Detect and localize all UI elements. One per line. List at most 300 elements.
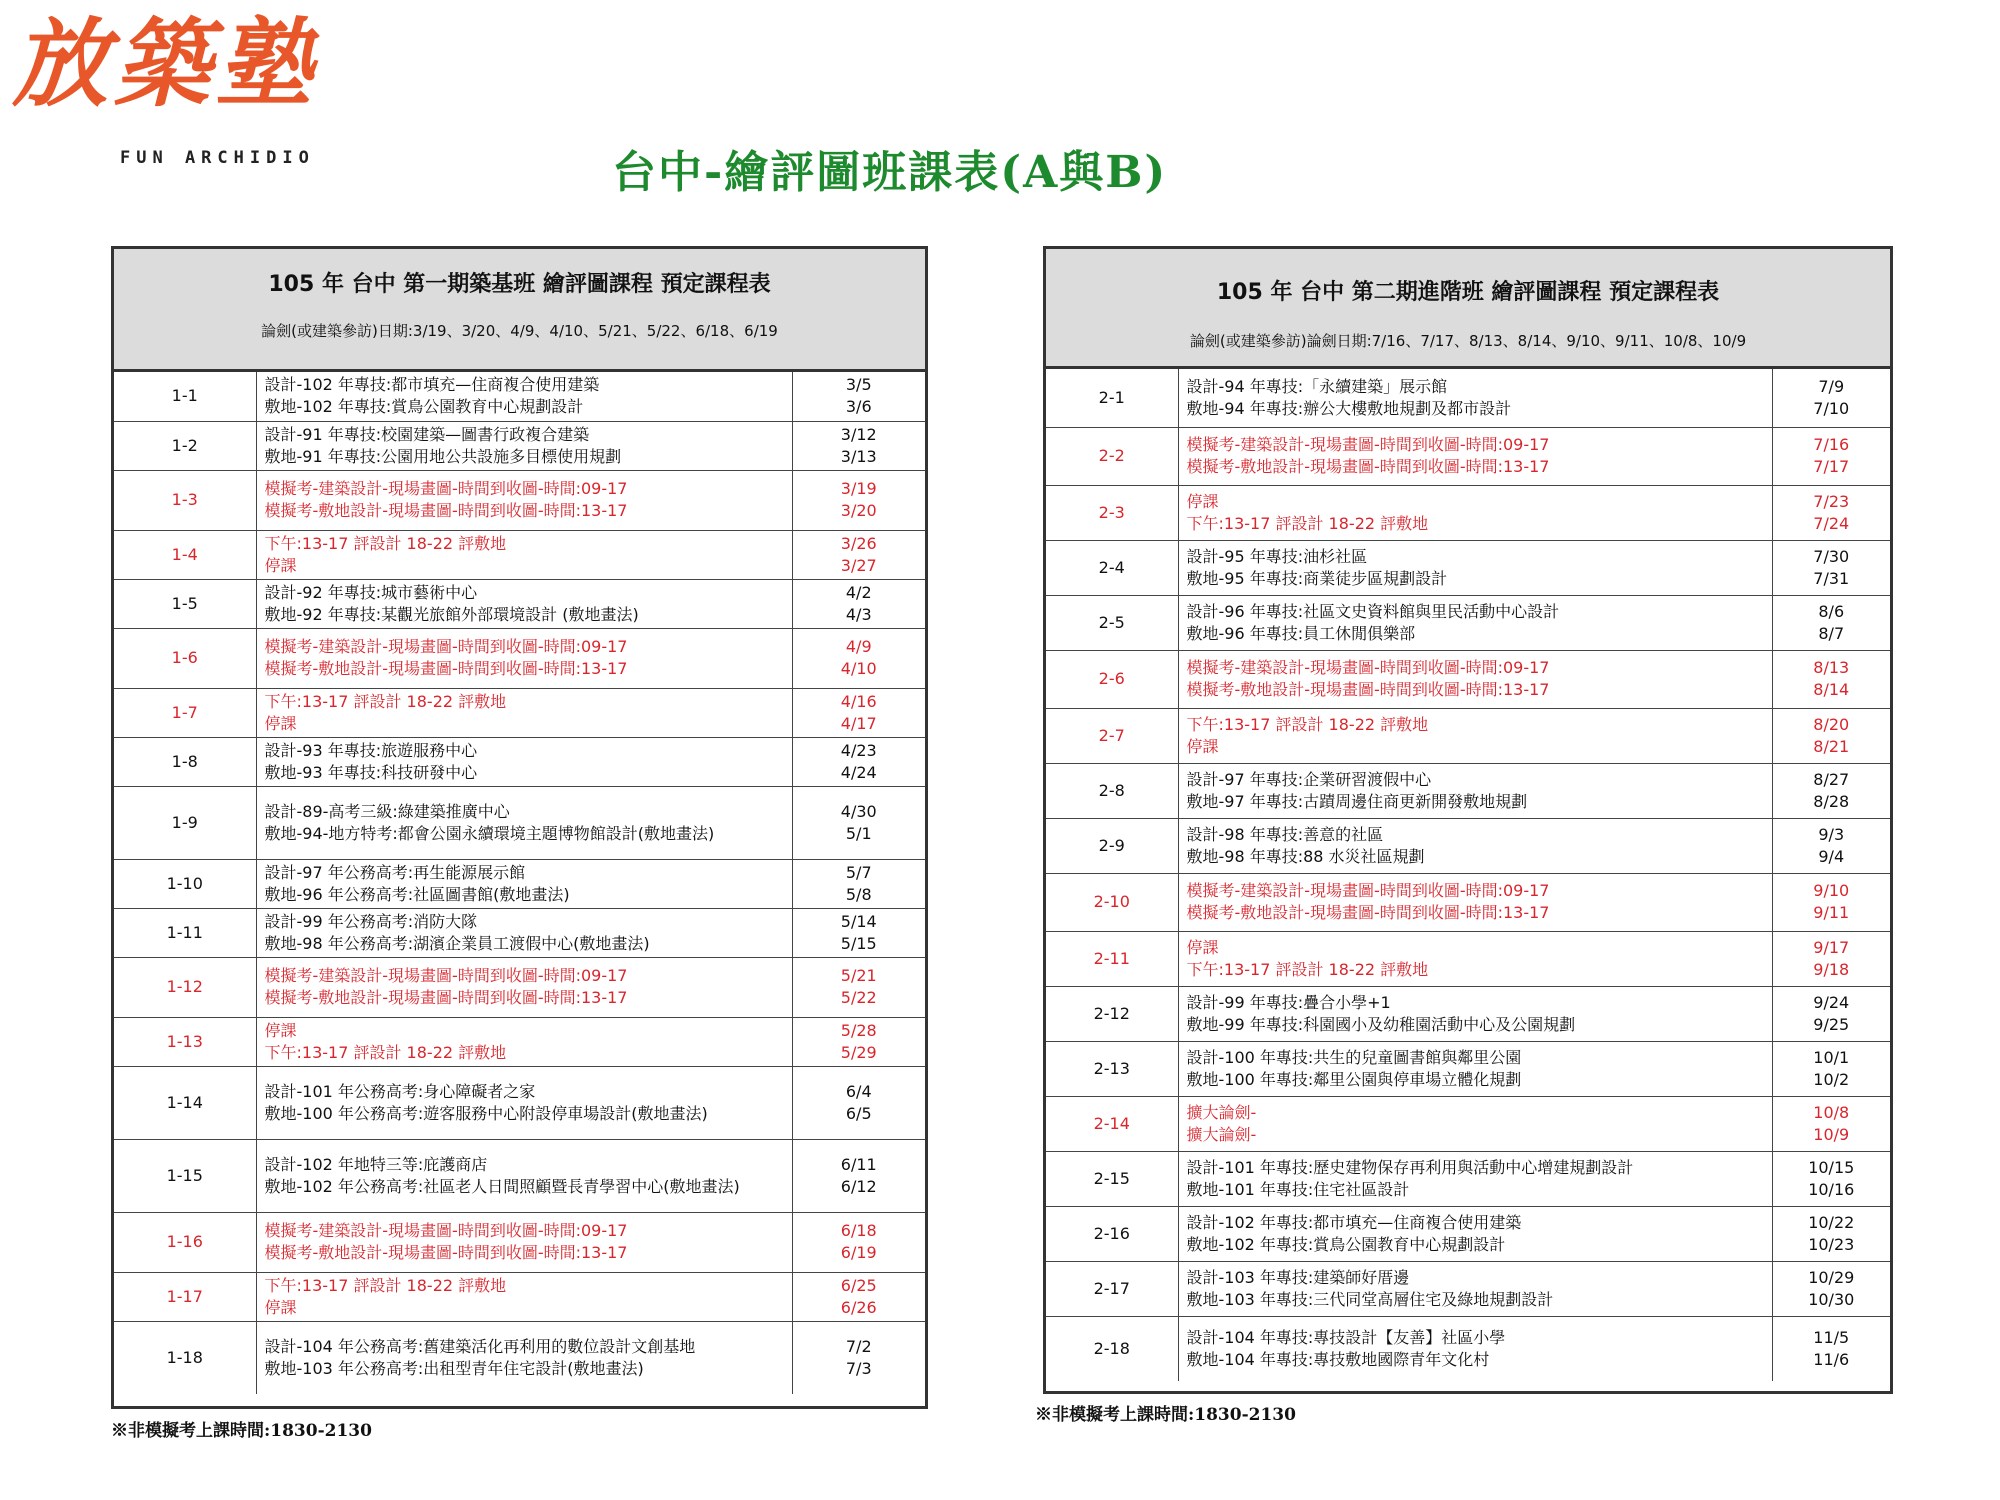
session-dates [1772,540,1890,595]
session-id: 2-17 [1046,1261,1178,1316]
session-id: 2-15 [1046,1151,1178,1206]
session-dates [1772,763,1890,818]
table-row [114,737,925,786]
session-content [1178,427,1772,485]
session-date: 3/5 [845,375,872,395]
session-id: 1-5 [114,579,256,628]
session-line: 敷地-102 年公務高考:社區老人日間照顧暨長青學習中心(敷地畫法) [264,1176,740,1196]
session-content [256,1212,792,1272]
session-line: 設計-89-高考三級:綠建築推廣中心 [264,801,510,821]
session-line: 下午:13-17 評設計 18-22 評敷地 [1186,714,1429,734]
table-row [1046,1151,1890,1206]
table-row [1046,427,1890,485]
session-id: 1-15 [114,1139,256,1212]
session-date: 8/28 [1813,791,1850,811]
session-line: 設計-104 年專技:專技設計【友善】社區小學 [1186,1327,1506,1347]
session-date: 8/21 [1813,736,1850,756]
session-dates [1772,1151,1890,1206]
session-content [1178,369,1772,427]
session-dates [792,957,925,1017]
session-id: 1-4 [114,530,256,579]
session-date: 10/8 [1813,1102,1850,1122]
session-date: 5/15 [840,933,877,953]
session-id: 2-3 [1046,485,1178,540]
session-id: 2-5 [1046,595,1178,650]
table-row [1046,763,1890,818]
table-row [1046,1096,1890,1151]
session-date: 5/29 [840,1042,877,1062]
session-dates [792,688,925,737]
session-date: 6/26 [840,1297,877,1317]
session-date: 8/13 [1813,658,1850,677]
session-line: 設計-92 年專技:城市藝術中心 [264,582,478,602]
session-dates [1772,818,1890,873]
session-content [1178,873,1772,931]
session-id: 1-7 [114,688,256,737]
session-id: 1-6 [114,628,256,688]
table-row [114,1139,925,1212]
session-date: 9/24 [1813,992,1850,1012]
session-date: 7/31 [1813,568,1850,588]
session-content [1178,1316,1772,1381]
table-row [114,372,925,421]
session-date: 4/3 [845,604,872,624]
session-dates [792,1272,925,1321]
table-row [1046,1316,1890,1381]
session-date: 9/18 [1813,959,1850,979]
table-row [1046,986,1890,1041]
table-row [1046,708,1890,763]
session-line: 設計-100 年專技:共生的兒童圖書館與鄰里公園 [1186,1047,1522,1067]
session-date: 3/19 [840,479,877,498]
session-content [1178,1041,1772,1096]
table-row [114,1066,925,1139]
session-line: 模擬考-建築設計-現場畫圖-時間到收圖-時間:09-17 [1186,658,1550,677]
table-b-note: ※非模擬考上課時間:1830-2130 [1035,1405,1296,1425]
table-row [1046,540,1890,595]
session-dates [1772,708,1890,763]
session-dates [792,470,925,530]
session-line: 模擬考-敷地設計-現場畫圖-時間到收圖-時間:13-17 [264,1243,628,1262]
logo-english: FUN ARCHIDIO [120,148,315,168]
session-date: 8/27 [1813,769,1850,789]
session-line: 擴大論劍- [1186,1102,1257,1122]
table-row [114,579,925,628]
table-row [114,421,925,470]
table-row [114,688,925,737]
session-line: 下午:13-17 評設計 18-22 評敷地 [264,1042,507,1062]
session-dates [792,1139,925,1212]
session-dates [792,1017,925,1066]
session-line: 敷地-100 年公務高考:遊客服務中心附設停車場設計(敷地畫法) [264,1103,708,1123]
session-line: 設計-96 年專技:社區文史資料館與里民活動中心設計 [1186,601,1560,621]
session-date: 11/6 [1813,1349,1850,1369]
session-dates [792,737,925,786]
session-id: 2-8 [1046,763,1178,818]
table-row [1046,818,1890,873]
session-date: 9/17 [1813,937,1850,957]
table-b-subtitle: 論劍(或建築參訪)論劍日期:7/16、7/17、8/13、8/14、9/10、9/11、10/8、10/9 [1189,332,1747,350]
session-id: 2-4 [1046,540,1178,595]
session-date: 5/21 [840,966,877,985]
table-row [114,1017,925,1066]
session-content [256,628,792,688]
session-line: 敷地-96 年公務高考:社區圖書館(敷地畫法) [264,884,570,904]
session-line: 擴大論劍- [1186,1124,1257,1144]
session-date: 6/19 [840,1243,877,1262]
session-date: 10/30 [1808,1289,1855,1309]
table-row [114,530,925,579]
table-a-header [114,249,925,372]
session-id: 2-11 [1046,931,1178,986]
session-date: 4/9 [845,637,872,656]
session-content [1178,763,1772,818]
session-line: 設計-102 年專技:都市填充—住商複合使用建築 [264,375,600,395]
session-dates [1772,1041,1890,1096]
session-line: 設計-99 年公務高考:消防大隊 [264,911,478,931]
session-id: 2-9 [1046,818,1178,873]
table-row [114,957,925,1017]
session-date: 3/12 [840,424,877,444]
session-line: 設計-95 年專技:油杉社區 [1186,546,1368,566]
session-id: 2-10 [1046,873,1178,931]
table-row [114,908,925,957]
session-content [1178,540,1772,595]
session-line: 設計-101 年公務高考:身心障礙者之家 [264,1081,536,1101]
table-a-subtitle: 論劍(或建築參訪)日期:3/19、3/20、4/9、4/10、5/21、5/22、6/18、6/19 [261,322,778,340]
session-date: 9/10 [1813,881,1850,900]
session-date: 10/23 [1808,1234,1855,1254]
session-line: 設計-93 年專技:旅遊服務中心 [264,740,478,760]
session-line: 敷地-93 年專技:科技研發中心 [264,762,478,782]
session-content [256,737,792,786]
session-line: 設計-97 年公務高考:再生能源展示館 [264,862,526,882]
session-id: 1-9 [114,786,256,859]
session-date: 4/24 [840,762,877,782]
session-content [256,908,792,957]
session-content [256,372,792,421]
session-line: 敷地-99 年專技:科園國小及幼稚園活動中心及公園規劃 [1186,1014,1576,1034]
session-date: 4/30 [840,801,877,821]
table-row [1046,873,1890,931]
session-id: 1-12 [114,957,256,1017]
table-b-header [1046,249,1890,369]
table-row [1046,595,1890,650]
session-content [1178,1096,1772,1151]
session-id: 2-18 [1046,1316,1178,1381]
session-id: 1-8 [114,737,256,786]
session-line: 模擬考-建築設計-現場畫圖-時間到收圖-時間:09-17 [264,1221,628,1240]
session-content [256,1321,792,1394]
session-date: 10/16 [1808,1179,1855,1199]
session-line: 設計-94 年專技:「永續建築」展示館 [1186,376,1448,396]
session-content [256,786,792,859]
session-dates [792,579,925,628]
session-line: 下午:13-17 評設計 18-22 評敷地 [264,533,507,553]
table-row [1046,1206,1890,1261]
table-a-body [114,372,925,1394]
session-content [1178,595,1772,650]
session-content [1178,650,1772,708]
session-line: 下午:13-17 評設計 18-22 評敷地 [264,691,507,711]
session-date: 7/9 [1818,376,1845,396]
session-line: 模擬考-敷地設計-現場畫圖-時間到收圖-時間:13-17 [1186,903,1550,922]
page-title: 台中-繪評圖班課表(A與B) [612,147,1168,198]
session-line: 敷地-103 年專技:三代同堂高層住宅及綠地規劃設計 [1186,1289,1554,1309]
session-line: 停課 [1186,736,1219,756]
session-date: 10/22 [1808,1212,1855,1232]
session-date: 7/10 [1813,398,1850,418]
session-content [1178,708,1772,763]
session-line: 停課 [264,713,297,733]
session-date: 5/28 [840,1020,877,1040]
session-line: 敷地-94-地方特考:都會公園永續環境主題博物館設計(敷地畫法) [264,823,715,843]
schedule-table-b [1043,246,1893,1394]
session-content [256,1017,792,1066]
session-dates [1772,1261,1890,1316]
schedule-table-a [111,246,928,1409]
session-date: 3/26 [840,533,877,553]
session-date: 3/27 [840,555,877,575]
session-content [256,421,792,470]
session-dates [1772,427,1890,485]
session-line: 敷地-98 年專技:88 水災社區規劃 [1186,846,1425,866]
session-content [256,957,792,1017]
session-dates [792,1321,925,1394]
session-line: 敷地-103 年公務高考:出租型青年住宅設計(敷地畫法) [264,1358,644,1378]
session-date: 6/12 [840,1176,877,1196]
session-date: 7/2 [845,1336,872,1356]
session-date: 3/13 [840,446,877,466]
table-row [114,628,925,688]
session-line: 停課 [264,1020,297,1040]
session-dates [1772,595,1890,650]
session-line: 模擬考-敷地設計-現場畫圖-時間到收圖-時間:13-17 [1186,680,1550,699]
session-content [1178,986,1772,1041]
session-id: 1-11 [114,908,256,957]
session-id: 1-2 [114,421,256,470]
table-row [114,1212,925,1272]
session-content [1178,1151,1772,1206]
session-line: 停課 [1186,937,1219,957]
table-row [114,470,925,530]
session-id: 2-13 [1046,1041,1178,1096]
session-line: 停課 [1186,491,1219,511]
session-dates [792,908,925,957]
session-dates [1772,1316,1890,1381]
session-id: 1-14 [114,1066,256,1139]
session-content [256,859,792,908]
session-line: 設計-102 年地特三等:庇護商店 [264,1154,488,1174]
session-date: 7/3 [845,1358,872,1378]
session-line: 敷地-96 年專技:員工休閒俱樂部 [1186,623,1416,643]
session-date: 8/20 [1813,714,1850,734]
session-date: 8/14 [1813,680,1850,699]
session-date: 5/14 [840,911,877,931]
session-line: 模擬考-建築設計-現場畫圖-時間到收圖-時間:09-17 [1186,881,1550,900]
table-row [1046,650,1890,708]
session-content [1178,931,1772,986]
session-date: 4/16 [840,691,877,711]
session-date: 10/15 [1808,1157,1855,1177]
session-line: 設計-99 年專技:疊合小學+1 [1186,992,1391,1012]
session-id: 2-1 [1046,369,1178,427]
session-dates [792,859,925,908]
session-date: 9/25 [1813,1014,1850,1034]
session-line: 敷地-92 年專技:某觀光旅館外部環境設計 (敷地畫法) [264,604,639,624]
table-row [114,1321,925,1394]
session-id: 2-6 [1046,650,1178,708]
session-id: 2-12 [1046,986,1178,1041]
session-dates [1772,873,1890,931]
session-line: 模擬考-建築設計-現場畫圖-時間到收圖-時間:09-17 [264,479,628,498]
session-id: 1-13 [114,1017,256,1066]
session-line: 敷地-102 年專技:賞鳥公園教育中心規劃設計 [1186,1234,1506,1254]
session-date: 8/7 [1818,623,1845,643]
session-line: 下午:13-17 評設計 18-22 評敷地 [1186,959,1429,979]
session-content [256,470,792,530]
session-content [256,530,792,579]
session-dates [792,372,925,421]
session-date: 4/23 [840,740,877,760]
session-date: 5/1 [845,823,872,843]
session-date: 8/6 [1818,601,1845,621]
session-id: 2-16 [1046,1206,1178,1261]
session-content [1178,1206,1772,1261]
session-dates [792,530,925,579]
session-line: 設計-102 年專技:都市填充—住商複合使用建築 [1186,1212,1522,1232]
session-line: 敷地-95 年專技:商業徒步區規劃設計 [1186,568,1448,588]
session-line: 敷地-94 年專技:辦公大樓敷地規劃及都市設計 [1186,398,1512,418]
session-date: 10/1 [1813,1047,1850,1067]
session-dates [1772,485,1890,540]
session-line: 敷地-97 年專技:古蹟周邊住商更新開發敷地規劃 [1186,791,1528,811]
session-date: 9/11 [1813,903,1850,922]
session-dates [1772,369,1890,427]
session-line: 設計-97 年專技:企業研習渡假中心 [1186,769,1432,789]
session-id: 1-1 [114,372,256,421]
session-id: 1-18 [114,1321,256,1394]
session-line: 敷地-104 年專技:專技敷地國際青年文化村 [1186,1349,1490,1369]
session-date: 4/2 [845,582,872,602]
session-id: 1-16 [114,1212,256,1272]
session-date: 4/10 [840,659,877,678]
session-line: 敷地-102 年專技:賞鳥公園教育中心規劃設計 [264,397,584,417]
session-line: 模擬考-敷地設計-現場畫圖-時間到收圖-時間:13-17 [264,659,628,678]
session-line: 停課 [264,1297,297,1317]
session-id: 2-2 [1046,427,1178,485]
session-content [1178,1261,1772,1316]
session-content [256,1272,792,1321]
session-date: 3/6 [845,397,872,417]
session-dates [792,786,925,859]
session-line: 敷地-98 年公務高考:湖濱企業員工渡假中心(敷地畫法) [264,933,650,953]
session-line: 下午:13-17 評設計 18-22 評敷地 [1186,513,1429,533]
session-line: 敷地-100 年專技:鄰里公園與停車場立體化規劃 [1186,1069,1522,1089]
session-id: 1-10 [114,859,256,908]
session-dates [1772,1206,1890,1261]
session-content [256,1139,792,1212]
table-row [1046,485,1890,540]
session-line: 模擬考-建築設計-現場畫圖-時間到收圖-時間:09-17 [264,966,628,985]
logo [10,8,390,173]
table-row [1046,1261,1890,1316]
session-content [256,688,792,737]
session-line: 模擬考-敷地設計-現場畫圖-時間到收圖-時間:13-17 [1186,457,1550,476]
session-line: 停課 [264,555,297,575]
session-line: 設計-103 年專技:建築師好厝邊 [1186,1267,1410,1287]
session-dates [1772,650,1890,708]
session-line: 敷地-101 年專技:住宅社區設計 [1186,1179,1410,1199]
session-line: 模擬考-敷地設計-現場畫圖-時間到收圖-時間:13-17 [264,988,628,1007]
session-line: 設計-98 年專技:善意的社區 [1186,824,1384,844]
session-date: 7/30 [1813,546,1850,566]
table-row [1046,1041,1890,1096]
session-dates [792,421,925,470]
session-date: 4/17 [840,713,877,733]
session-id: 2-14 [1046,1096,1178,1151]
table-a-title: 105 年 台中 第一期築基班 繪評圖課程 預定課程表 [268,272,771,297]
session-date: 10/9 [1813,1124,1850,1144]
session-content [1178,818,1772,873]
session-id: 2-7 [1046,708,1178,763]
session-date: 3/20 [840,501,877,520]
session-line: 設計-101 年專技:歷史建物保存再利用與活動中心增建規劃設計 [1186,1157,1634,1177]
session-date: 7/16 [1813,435,1850,454]
table-row [114,859,925,908]
table-row [1046,931,1890,986]
session-date: 10/29 [1808,1267,1855,1287]
session-dates [792,1066,925,1139]
session-date: 9/4 [1818,846,1845,866]
logo-chinese: 放築塾 [12,7,318,120]
table-b-title: 105 年 台中 第二期進階班 繪評圖課程 預定課程表 [1216,280,1720,305]
table-b-body [1046,369,1890,1381]
session-date: 6/25 [840,1275,877,1295]
session-date: 7/17 [1813,457,1850,476]
table-row [114,1272,925,1321]
session-dates [792,1212,925,1272]
session-id: 1-3 [114,470,256,530]
session-date: 6/4 [845,1081,872,1101]
session-date: 9/3 [1818,824,1845,844]
session-date: 6/5 [845,1103,872,1123]
session-line: 模擬考-建築設計-現場畫圖-時間到收圖-時間:09-17 [264,637,628,656]
session-content [1178,485,1772,540]
session-date: 10/2 [1813,1069,1850,1089]
session-date: 5/22 [840,988,877,1007]
session-content [256,1066,792,1139]
table-row [1046,369,1890,427]
session-date: 6/11 [840,1154,877,1174]
session-line: 設計-91 年專技:校園建築—圖書行政複合建築 [264,424,590,444]
table-row [114,786,925,859]
session-dates [1772,1096,1890,1151]
session-line: 模擬考-建築設計-現場畫圖-時間到收圖-時間:09-17 [1186,435,1550,454]
session-date: 11/5 [1813,1327,1850,1347]
session-date: 7/24 [1813,513,1850,533]
session-id: 1-17 [114,1272,256,1321]
session-line: 下午:13-17 評設計 18-22 評敷地 [264,1275,507,1295]
session-dates [792,628,925,688]
session-dates [1772,931,1890,986]
session-date: 5/7 [845,862,872,882]
session-date: 7/23 [1813,491,1850,511]
session-line: 設計-104 年公務高考:舊建築活化再利用的數位設計文創基地 [264,1336,696,1356]
table-a-note: ※非模擬考上課時間:1830-2130 [111,1421,372,1441]
session-date: 6/18 [840,1221,877,1240]
session-line: 模擬考-敷地設計-現場畫圖-時間到收圖-時間:13-17 [264,501,628,520]
